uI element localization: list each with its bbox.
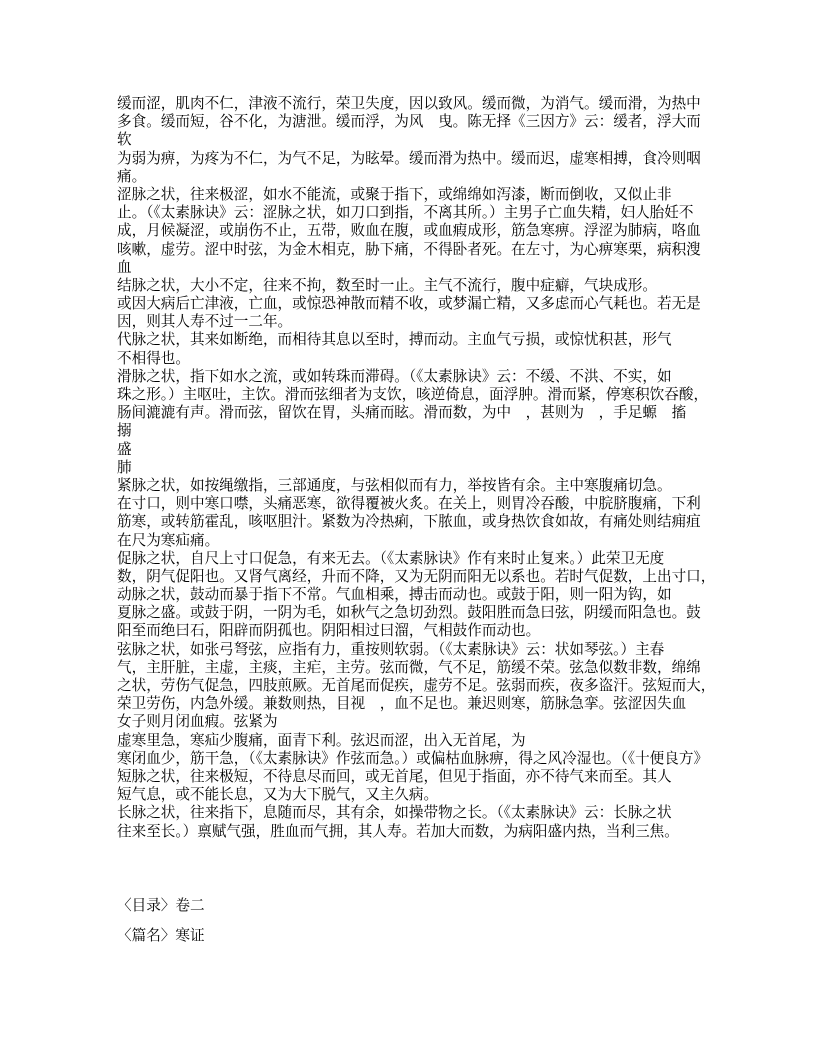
text-line: 促脉之状，自尺上寸口促急，有来无去。（《太素脉诀》作有来时止复来。）此荣卫无度 [117, 550, 665, 567]
text-line: 血 [117, 259, 132, 276]
text-line: 荣卫劳伤，内急外缓。兼数则热，目视 ，血不足也。兼迟则寒，筋脉急挛。弦涩因失血 [117, 696, 687, 713]
text-line: 为弱为痹，为疼为不仁，为气不足，为眩晕。缓而滑为热中。缓而迟，虚寒相搏，食冷则咽 [117, 150, 701, 167]
text-line: 代脉之状，其来如断绝，而相待其息以至时，搏而动。主血气亏损，或惊忧积甚，形气 [117, 332, 672, 349]
text-line: 动脉之状，鼓动而暴于指下不常。气血相乘，搏击而动也。或鼓于阳，则一阳为钩，如 [117, 587, 672, 604]
text-line: 短脉之状，往来极短，不待息尽而回，或无首尾，但见于指面，亦不待气来而至。其人 [117, 768, 672, 785]
text-line: 搦 [117, 423, 132, 440]
text-line: 止。（《太素脉诀》云：涩脉之状，如刀口到指，不离其所。）主男子亡血失精，妇人胎妊不 [117, 205, 694, 222]
text-line: 女子则月闭血瘕。弦紧为 [117, 714, 278, 731]
text-line: 夏脉之盛。或鼓于阴，一阴为毛，如秋气之急切劲烈。鼓阳胜而急曰弦，阴缓而阳急也。鼓 [117, 605, 701, 622]
text-line: 缓而涩，肌肉不仁，津液不流行，荣卫失度，因以致风。缓而微，为消气。缓而滑，为热中 [117, 96, 701, 112]
text-line: 紧脉之状，如按绳缴指，三部通度，与弦相似而有力，举按皆有余。主中寒腹痛切急。 [117, 477, 672, 494]
text-line: 筋寒，或转筋霍乱，咳呕胆汁。紧数为冷热痢，下脓血，或身热饮食如故，有痛处则结痈疽 [117, 514, 701, 531]
text-line: 之状，劳伤气促急，四肢煎厥。无首尾而促疾，虚劳不足。弦弱而疾，夜多盗汗。弦短而大， [117, 678, 716, 694]
body-text [117, 95, 757, 841]
text-line: 滑脉之状，指下如水之流，或如转珠而滞碍。（《太素脉诀》云：不缓、不洪、不实，如 [117, 368, 672, 385]
text-line: 涩脉之状，往来极涩，如水不能流，或聚于指下，或绵绵如泻漆，断而倒收，又似止非 [117, 186, 672, 203]
text-line: 在尺为寒疝痛。 [117, 532, 220, 549]
text-line: 短气息，或不能长息，又为大下脱气，又主久病。 [117, 787, 439, 804]
text-line: 在寸口，则中寒口噤，头痛恶寒，欲得覆被火炙。在关上，则胃冷吞酸，中脘脐腹痛，下利 [117, 496, 701, 513]
text-line: 阳至而绝曰石，阳辟而阴孤也。阴阳相过曰溜，气相鼓作而动也。 [117, 623, 541, 640]
text-line: 寒闭血少，筋干急，（《太素脉诀》作弦而急。）或偏枯血脉痹，得之风冷湿也。（《十便良方》 [117, 750, 709, 767]
text-line: 肠间漉漉有声。滑而弦，留饮在胃，头痛而眩。滑而数，为中 ，甚则为 ，手足螈 搐 [117, 405, 687, 422]
text-line: 气，主肝脏，主虚，主痰，主疟，主劳。弦而微，气不足，筋缓不荣。弦急似数非数，绵绵 [117, 659, 701, 676]
text-line: 弦脉之状，如张弓弩弦，应指有力，重按则软弱。（《太素脉诀》云：状如琴弦。）主春 [117, 641, 665, 658]
text-line: 虚寒里急，寒疝少腹痛，面青下利。弦迟而涩，出入无首尾，为 [117, 732, 526, 749]
text-line: 长脉之状，往来指下，息随而尽，其有余，如操带物之长。（《太素脉诀》云：长脉之状 [117, 805, 672, 822]
text-line: 成，月候凝涩，或崩伤不止，五带，败血在腹，或血瘕成形，筋急寒痹。浮涩为肺病，咯血 [117, 223, 701, 240]
text-line: 多食。缓而短，谷不化，为溏泄。缓而浮，为风 曳。陈无择《三因方》云：缓者，浮大而 [117, 114, 701, 131]
section-name-line: 〈篇名〉寒证 [117, 928, 205, 944]
text-line: 盛 [117, 441, 132, 458]
text-line: 数，阴气促阳也。又肾气离经，升而不降，又为无阴而阳无以系也。若时气促数，上出寸口， [117, 568, 716, 585]
text-line: 珠之形。）主呕吐，主饮。滑而弦细者为支饮，咳逆倚息，面浮肿。滑而紧，停寒积饮吞酸， [117, 387, 709, 403]
text-line: 或因大病后亡津液，亡血，或惊恐神散而精不收，或梦漏亡精，又多虑而心气耗也。若无是 [117, 296, 701, 313]
text-line: 痛。 [117, 168, 147, 185]
text-line: 往来至长。）禀赋气强，胜血而气拥，其人寿。若加大而数，为病阳盛内热，当利三焦。 [117, 823, 679, 840]
text-line: 肺 [117, 459, 132, 476]
text-line: 不相得也。 [117, 350, 190, 367]
text-line: 结脉之状，大小不定，往来不拘，数至时一止。主气不流行，腹中症癖，气块成形。 [117, 277, 657, 294]
text-line: 咳嗽，虚劳。涩中时弦，为金木相克，胁下痛，不得卧者死。在左寸，为心痹寒栗，病积溲 [117, 241, 701, 258]
toc-line: 〈目录〉卷二 [117, 898, 205, 914]
text-line: 软 [117, 132, 132, 149]
text-line: 因，则其人寿不过一二年。 [117, 314, 293, 331]
